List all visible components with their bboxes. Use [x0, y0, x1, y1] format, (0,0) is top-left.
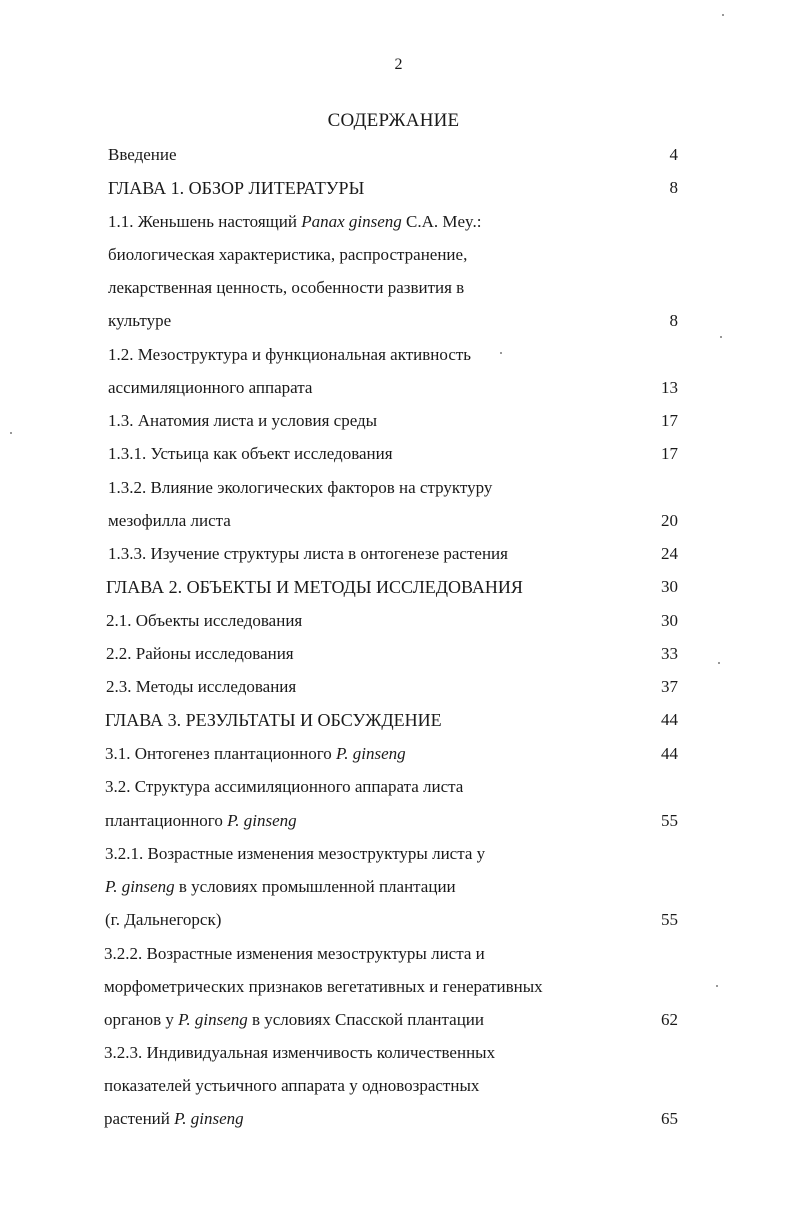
- toc-entry-3-2-3-line2: показателей устьичного аппарата у одновозрастных: [104, 1076, 480, 1095]
- toc-entry-3-2-line2: плантационного P. ginseng: [105, 811, 297, 830]
- toc-entry-1-1-line4: культуре: [108, 311, 172, 330]
- toc-entry-2-1: 2.1. Объекты исследования: [106, 611, 303, 630]
- toc-page-3-2-3: 65: [661, 1109, 678, 1128]
- toc-page-1-3-1: 17: [661, 444, 678, 463]
- toc-entry-1-3: 1.3. Анатомия листа и условия среды: [108, 411, 378, 430]
- toc-page-chapter-3: 44: [661, 710, 678, 729]
- toc-entry-1-1-line3: лекарственная ценность, особенности развития в: [108, 278, 465, 297]
- toc-page-1-2: 13: [661, 378, 678, 397]
- toc-entry-3-2-3-line3: растений P. ginseng: [104, 1109, 244, 1128]
- toc-entry-3-2-2: 3.2.2. Возрастные изменения мезоструктуры листа и: [104, 944, 485, 963]
- toc-page-chapter-1: 8: [669, 178, 678, 197]
- scan-speck: [10, 432, 12, 434]
- toc-page-1-3-2: 20: [661, 511, 678, 530]
- toc-entry-3-2-1: 3.2.1. Возрастные изменения мезоструктуры листа у: [105, 844, 486, 863]
- toc-entry-1-2-line2: ассимиляционного аппарата: [108, 378, 313, 397]
- toc-entry-3-2-3: 3.2.3. Индивидуальная изменчивость количественных: [104, 1043, 496, 1062]
- toc-entry-1-2: 1.2. Мезоструктура и функциональная активность: [108, 345, 472, 364]
- toc-page-chapter-2: 30: [661, 577, 678, 596]
- toc-page-1-3-3: 24: [661, 544, 678, 563]
- toc-entry-1-3-2-line2: мезофилла листа: [108, 511, 231, 530]
- toc-entry-3-2-2-line2: морфометрических признаков вегетативных и генеративных: [104, 977, 543, 996]
- toc-entry-1-3-1: 1.3.1. Устьица как объект исследования: [108, 444, 393, 463]
- toc-page-1-1: 8: [669, 311, 678, 330]
- scan-speck: [716, 985, 718, 987]
- toc-entry-intro: Введение: [108, 145, 177, 164]
- toc-page-intro: 4: [669, 145, 678, 164]
- scan-speck: [720, 336, 722, 338]
- toc-entry-2-3: 2.3. Методы исследования: [106, 677, 297, 696]
- toc-chapter-1: ГЛАВА 1. ОБЗОР ЛИТЕРАТУРЫ: [108, 178, 365, 198]
- toc-entry-1-3-3: 1.3.3. Изучение структуры листа в онтогенезе растения: [108, 544, 508, 563]
- toc-page-1-3: 17: [661, 411, 678, 430]
- scan-speck: [718, 662, 720, 664]
- toc-entry-2-2: 2.2. Районы исследования: [106, 644, 294, 663]
- toc-page-3-1: 44: [661, 744, 678, 763]
- toc-entry-3-2: 3.2. Структура ассимиляционного аппарата листа: [105, 777, 464, 796]
- toc-chapter-2: ГЛАВА 2. ОБЪЕКТЫ И МЕТОДЫ ИССЛЕДОВАНИЯ: [106, 577, 523, 597]
- scan-speck: [500, 352, 502, 354]
- toc-entry-3-2-1-line3: (г. Дальнегорск): [105, 910, 222, 929]
- toc-page-3-2-1: 55: [661, 910, 678, 929]
- page-number: 2: [394, 56, 403, 73]
- toc-page-3-2: 55: [661, 811, 678, 830]
- toc-entry-1-3-2: 1.3.2. Влияние экологических факторов на структуру: [108, 478, 493, 497]
- toc-entry-3-2-2-line3: органов у P. ginseng в условиях Спасской плантации: [104, 1010, 484, 1029]
- toc-entry-1-1-line2: биологическая характеристика, распространение,: [108, 245, 468, 264]
- toc-chapter-3: ГЛАВА 3. РЕЗУЛЬТАТЫ И ОБСУЖДЕНИЕ: [105, 710, 442, 730]
- page-title: СОДЕРЖАНИЕ: [327, 110, 460, 131]
- toc-page-3-2-2: 62: [661, 1010, 678, 1029]
- toc-page-2-2: 33: [661, 644, 678, 663]
- toc-page-2-1: 30: [661, 611, 678, 630]
- toc-page-2-3: 37: [661, 677, 678, 696]
- scan-speck: [722, 14, 724, 16]
- toc-entry-3-1: 3.1. Онтогенез плантационного P. ginseng: [105, 744, 406, 763]
- toc-entry-3-2-1-line2: P. ginseng в условиях промышленной плантации: [105, 877, 456, 896]
- toc-entry-1-1: 1.1. Женьшень настоящий Panax ginseng C.A. Mey.:: [108, 212, 482, 231]
